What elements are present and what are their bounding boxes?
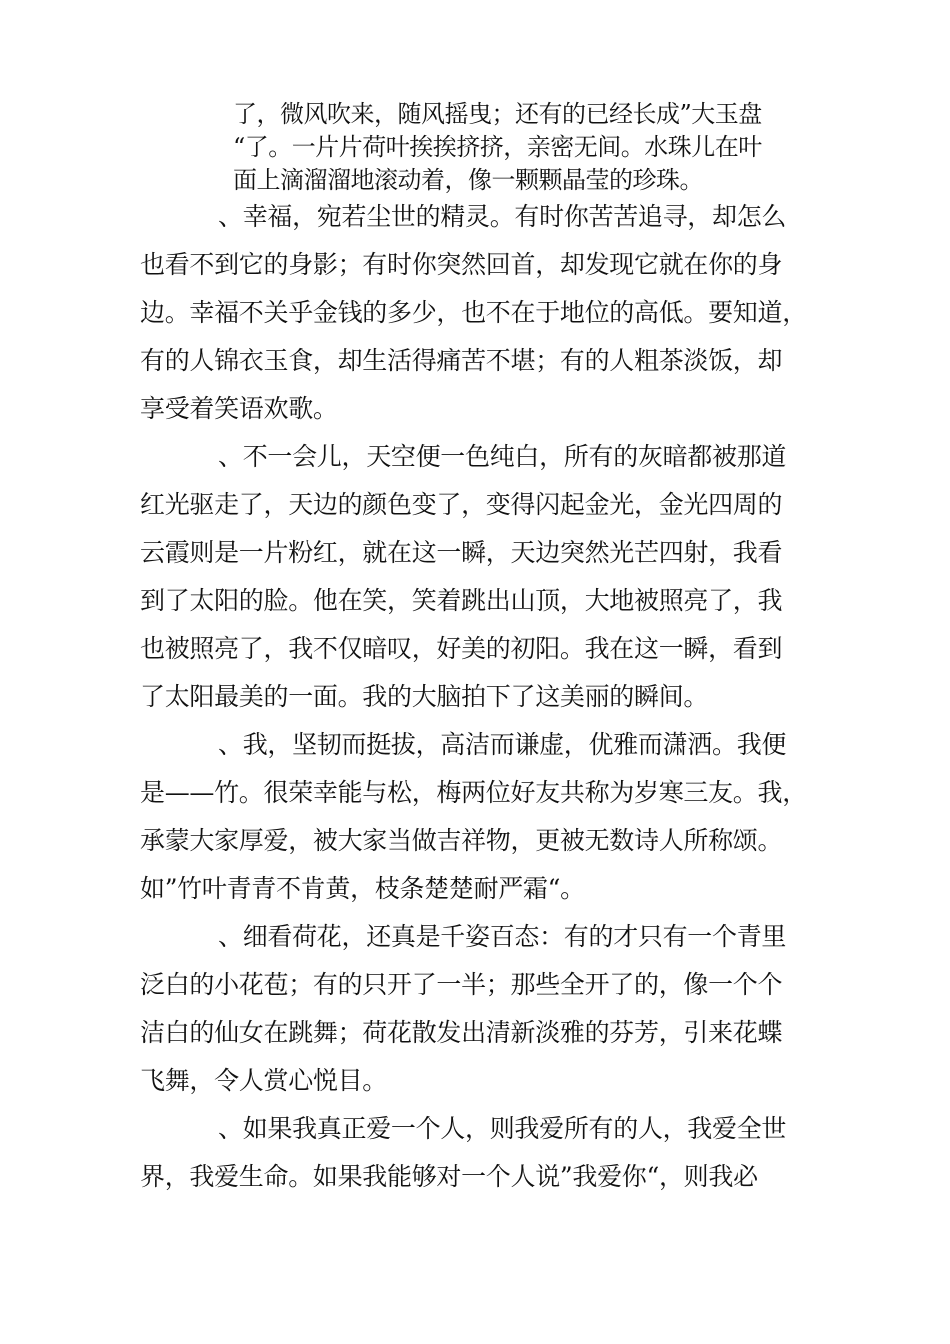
text-line: 享受着笑语欢歌。 <box>140 394 338 423</box>
text-line: 洁白的仙女在跳舞；荷花散发出清新淡雅的芬芳，引来花蝶 <box>140 1018 783 1047</box>
text-line: 也被照亮了，我不仅暗叹，好美的初阳。我在这一瞬，看到 <box>140 634 783 663</box>
text-line: 是——竹。很荣幸能与松，梅两位好友共称为岁寒三友。我， <box>140 778 807 807</box>
text-line: 承蒙大家厚爱，被大家当做吉祥物，更被无数诗人所称颂。 <box>140 826 783 855</box>
text-line: 、如果我真正爱一个人，则我爱所有的人，我爱全世 <box>218 1114 787 1143</box>
text-line: 红光驱走了，天边的颜色变了，变得闪起金光，金光四周的 <box>140 490 783 519</box>
text-line: 泛白的小花苞；有的只开了一半；那些全开了的，像一个个 <box>140 970 783 999</box>
body-text <box>140 193 820 1201</box>
text-line: 有的人锦衣玉食，却生活得痛苦不堪；有的人粗茶淡饭，却 <box>140 346 783 375</box>
text-line: 、我，坚韧而挺拔，高洁而谦虚，优雅而潇洒。我便 <box>218 730 787 759</box>
text-line: 面上滴溜溜地滚动着，像一颗颗晶莹的珍珠。 <box>233 166 703 194</box>
intro-fragment <box>233 98 833 197</box>
text-line: 云霞则是一片粉红，就在这一瞬，天边突然光芒四射，我看 <box>140 538 783 567</box>
text-line: 边。幸福不关乎金钱的多少，也不在于地位的高低。要知道， <box>140 298 807 327</box>
text-line: 了，微风吹来，随风摇曳；还有的已经长成”大玉盘 <box>233 100 762 128</box>
text-line: 如”竹叶青青不肯黄，枝条楚楚耐严霜“。 <box>140 874 585 903</box>
text-line: 、不一会儿，天空便一色纯白，所有的灰暗都被那道 <box>218 442 787 471</box>
text-line: 、幸福，宛若尘世的精灵。有时你苦苦追寻，却怎么 <box>218 202 787 231</box>
paragraph-sunrise <box>140 433 820 721</box>
text-line: 飞舞，令人赏心悦目。 <box>140 1066 388 1095</box>
text-line: “了。一片片荷叶挨挨挤挤，亲密无间。水珠儿在叶 <box>233 133 762 161</box>
paragraph-lotus <box>140 913 820 1105</box>
text-line: 也看不到它的身影；有时你突然回首，却发现它就在你的身 <box>140 250 783 279</box>
text-line: 了太阳最美的一面。我的大脑拍下了这美丽的瞬间。 <box>140 682 709 711</box>
text-line: 界，我爱生命。如果我能够对一个人说”我爱你“，则我必 <box>140 1162 758 1191</box>
text-line: 到了太阳的脸。他在笑，笑着跳出山顶，大地被照亮了，我 <box>140 586 783 615</box>
paragraph-bamboo <box>140 721 820 913</box>
text-line: 、细看荷花，还真是千姿百态：有的才只有一个青里 <box>218 922 787 951</box>
paragraph-happiness <box>140 193 820 433</box>
paragraph-love <box>140 1105 820 1201</box>
